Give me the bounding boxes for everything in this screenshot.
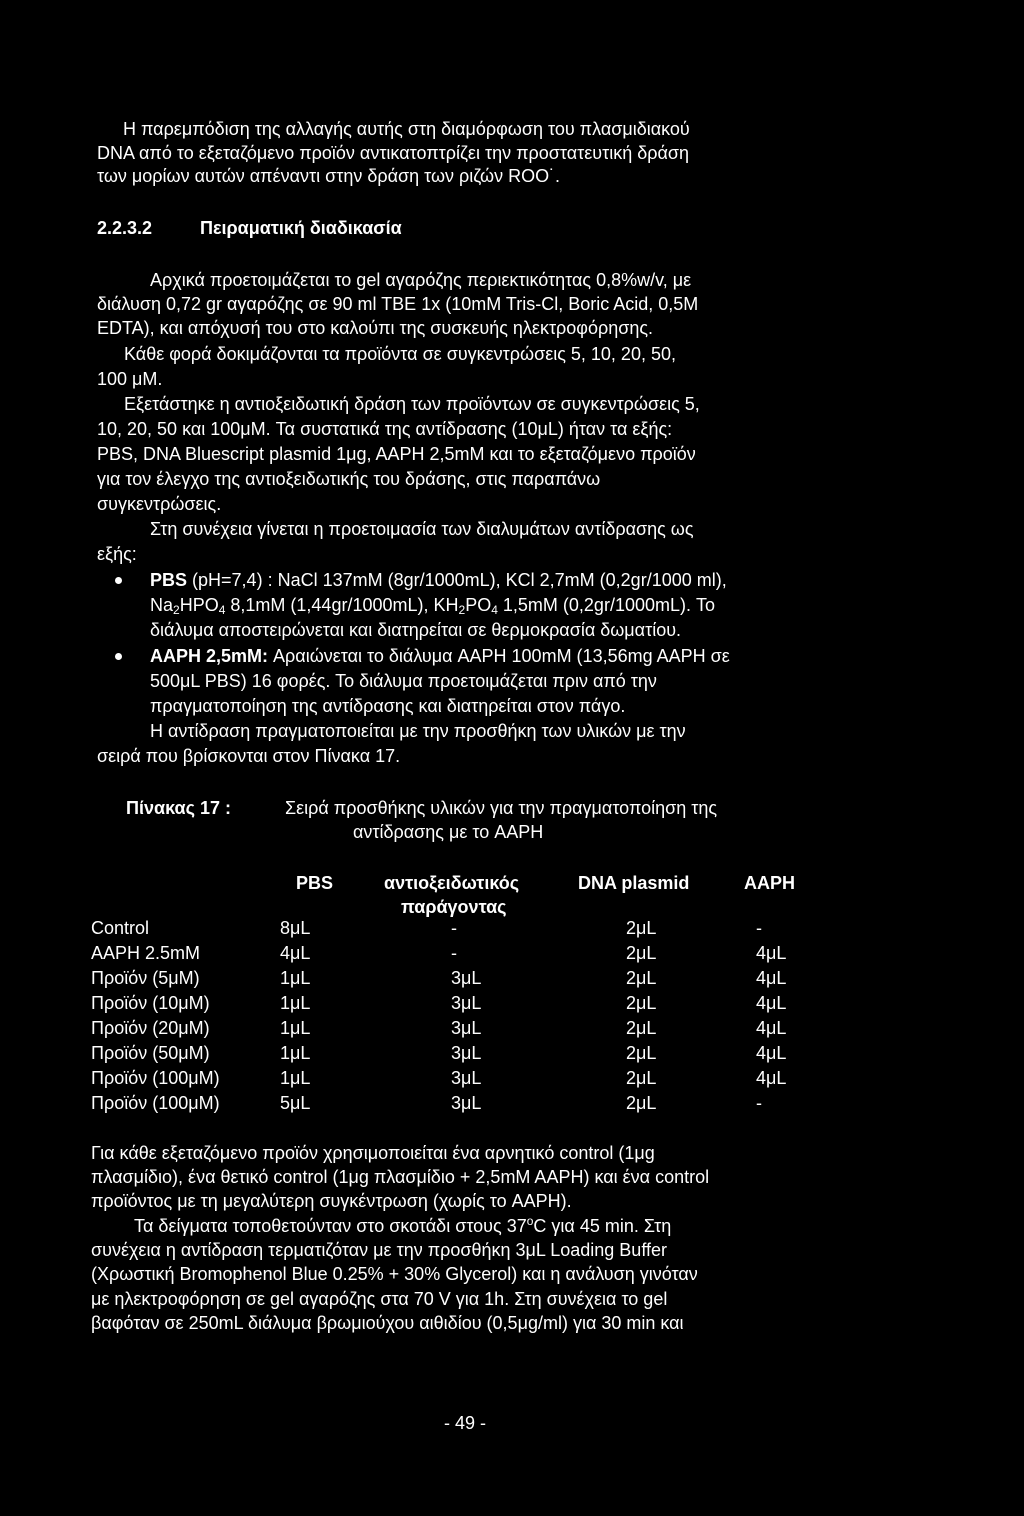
intro-line-1: Η παρεμπόδιση της αλλαγής αυτής στη διαμόρφωση του πλασμιδιακού [123,119,690,139]
cell-pbs: 4μL [280,943,311,963]
para2-line-1: Για κάθε εξεταζόμενο προϊόν χρησιμοποιείται ένα αρνητικό control (1μg [91,1143,655,1163]
para2-line-5: συνέχεια η αντίδραση τερματιζόταν με την προσθήκη 3μL Loading Buffer [91,1240,667,1260]
para-line-reaction-1: Η αντίδραση πραγματοποιείται με την προσθήκη των υλικών με την [150,721,686,741]
para2-line-7: με ηλεκτροφόρηση σε gel αγαρόζης στα 70 V για 1h. Στη συνέχεια το gel [91,1289,668,1309]
para-line-reaction-2: σειρά που βρίσκονται στον Πίνακα 17. [97,746,401,766]
table-caption-line-2: αντίδρασης με το AAPH [353,822,544,842]
cell-dna: 2μL [626,1043,657,1063]
para1-line-10: συγκεντρώσεις. [97,494,222,514]
section-number: 2.2.3.2 [97,218,153,238]
row-label: Προϊόν (5μM) [91,968,200,988]
bullet1-line-2 [150,593,715,617]
table-row [91,966,831,990]
table-row [91,1016,831,1040]
bullet-icon [115,577,122,584]
para2-line-2: πλασμίδιο), ένα θετικό control (1μg πλασμίδιο + 2,5mM AAPH) και ένα control [91,1167,710,1187]
table-row [91,916,831,940]
bullet1-line-3: διάλυμα αποστειρώνεται και διατηρείται σε θερμοκρασία δωματίου. [150,620,682,640]
table-header-antioxidant: αντιοξειδωτικός [384,873,520,893]
para2-line-4-text-b: C για 45 min. Στη [533,1216,672,1236]
para2-line-4 [134,1214,671,1238]
cell-antioxidant: 3μL [451,1068,482,1088]
cell-pbs: 5μL [280,1093,311,1113]
row-label: AAPH 2.5mM [91,943,201,963]
cell-aaph: 4μL [756,968,787,988]
cell-aaph: 4μL [756,1018,787,1038]
cell-pbs: 1μL [280,993,311,1013]
cell-antioxidant: 3μL [451,968,482,988]
cell-dna: 2μL [626,1018,657,1038]
intro-line-2: DNA από το εξεταζόμενο προϊόν αντικατοπτρίζει την προστατευτική δράση [97,143,690,163]
cell-pbs: 1μL [280,1068,311,1088]
para1-line-2: διάλυση 0,72 gr αγαρόζης σε 90 ml TBE 1x (10mM Tris-Cl, Boric Acid, 0,5M [97,294,699,314]
bullet1-line-1 [150,568,727,592]
formula-text: 1,5mM (0,2gr/1000mL). Το [497,595,716,615]
table-caption-line-1: Σειρά προσθήκης υλικών για την πραγματοποίηση της [285,798,718,818]
cell-pbs: 8μL [280,918,311,938]
superscript: o [526,1214,534,1228]
cell-antioxidant: 3μL [451,1018,482,1038]
table-header-pbs: PBS [296,873,334,893]
para2-line-8: βαφόταν σε 250mL διάλυμα βρωμιούχου αιθιδίου (0,5μg/ml) για 30 min και [91,1313,684,1333]
cell-aaph: - [756,918,762,938]
bullet2-text-1: Αραιώνεται το διάλυμα AAPH 100mM (13,56mg AAPH σε [273,646,730,666]
intro-line-3: των μορίων αυτών απέναντι στην δράση των ριζών ROO˙. [97,166,561,186]
cell-dna: 2μL [626,993,657,1013]
table-row [91,991,831,1015]
table-row [91,1091,831,1115]
para2-line-6: (Χρωστική Bromophenol Blue 0.25% + 30% Glycerol) και η ανάλυση γινόταν [91,1264,698,1284]
cell-aaph: 4μL [756,1043,787,1063]
table-row [91,1066,831,1090]
table-header-dna: DNA plasmid [578,873,690,893]
row-label: Προϊόν (100μM) [91,1068,220,1088]
bullet2-line-1 [150,644,730,668]
row-label: Προϊόν (100μM) [91,1093,220,1113]
cell-dna: 2μL [626,918,657,938]
subscript: 2 [458,603,466,617]
formula-po: PO [465,595,492,615]
table-header-aaph: AAPH [744,873,796,893]
para1-line-11: Στη συνέχεια γίνεται η προετοιμασία των διαλυμάτων αντίδρασης ως [150,519,694,539]
row-label: Control [91,918,150,938]
cell-antioxidant: - [451,918,457,938]
table-row [91,1041,831,1065]
para1-line-12: εξής: [97,544,137,564]
para1-line-6: Εξετάστηκε η αντιοξειδωτική δράση των προϊόντων σε συγκεντρώσεις 5, [124,394,700,414]
bullet-icon [115,653,122,660]
para1-line-8: PBS, DNA Bluescript plasmid 1μg, AAPH 2,5mM και το εξεταζόμενο προϊόν [97,444,696,464]
para1-line-4: Κάθε φορά δοκιμάζονται τα προϊόντα σε συγκεντρώσεις 5, 10, 20, 50, [124,344,676,364]
subscript: 4 [218,603,226,617]
table-caption-label: Πίνακας 17 : [126,798,231,818]
formula-na: Na [150,595,174,615]
subscript: 4 [491,603,498,617]
para2-line-3: προϊόντος με τη μεγαλύτερη συγκέντρωση (χωρίς το AAPH). [91,1191,572,1211]
row-label: Προϊόν (50μM) [91,1043,210,1063]
cell-aaph: 4μL [756,993,787,1013]
para1-line-9: για τον έλεγχο της αντιοξειδωτικής του δράσης, στις παραπάνω [97,469,601,489]
table-header-antioxidant-2: παράγοντας [401,897,507,917]
cell-antioxidant: 3μL [451,1093,482,1113]
cell-antioxidant: - [451,943,457,963]
cell-dna: 2μL [626,1093,657,1113]
bullet1-text-1: (pH=7,4) : NaCl 137mM (8gr/1000mL), KCl 2,7mM (0,2gr/1000 ml), [192,570,727,590]
cell-aaph: - [756,1093,762,1113]
cell-antioxidant: 3μL [451,993,482,1013]
bullet2-label: AAPH 2,5mM: [150,646,269,666]
row-label: Προϊόν (10μM) [91,993,210,1013]
subscript: 2 [173,603,180,617]
para1-line-7: 10, 20, 50 και 100μM. Τα συστατικά της αντίδρασης (10μL) ήταν τα εξής: [97,419,673,439]
bullet1-label: PBS [150,570,188,590]
cell-aaph: 4μL [756,943,787,963]
cell-pbs: 1μL [280,1018,311,1038]
para2-line-4-text: Τα δείγματα τοποθετούνταν στο σκοτάδι στους 37 [134,1216,527,1236]
section-title: Πειραματική διαδικασία [200,218,402,238]
page-number: - 49 - [444,1413,487,1433]
formula-text: 8,1mM (1,44gr/1000mL), KH [225,595,459,615]
formula-hpo: HPO [179,595,219,615]
row-label: Προϊόν (20μM) [91,1018,210,1038]
bullet2-line-2: 500μL PBS) 16 φορές. Το διάλυμα προετοιμάζεται πριν από την [150,671,657,691]
cell-antioxidant: 3μL [451,1043,482,1063]
table-row [91,941,831,965]
cell-dna: 2μL [626,943,657,963]
bullet2-line-3: πραγματοποίηση της αντίδρασης και διατηρείται στον πάγο. [150,696,626,716]
cell-pbs: 1μL [280,968,311,988]
para1-line-5: 100 μM. [97,369,163,389]
para1-line-3: EDTA), και απόχυσή του στο καλούπι της συσκευής ηλεκτροφόρησης. [97,318,654,338]
cell-dna: 2μL [626,968,657,988]
cell-dna: 2μL [626,1068,657,1088]
cell-pbs: 1μL [280,1043,311,1063]
cell-aaph: 4μL [756,1068,787,1088]
para1-line-1: Αρχικά προετοιμάζεται το gel αγαρόζης περιεκτικότητας 0,8%w/v, με [150,270,692,290]
